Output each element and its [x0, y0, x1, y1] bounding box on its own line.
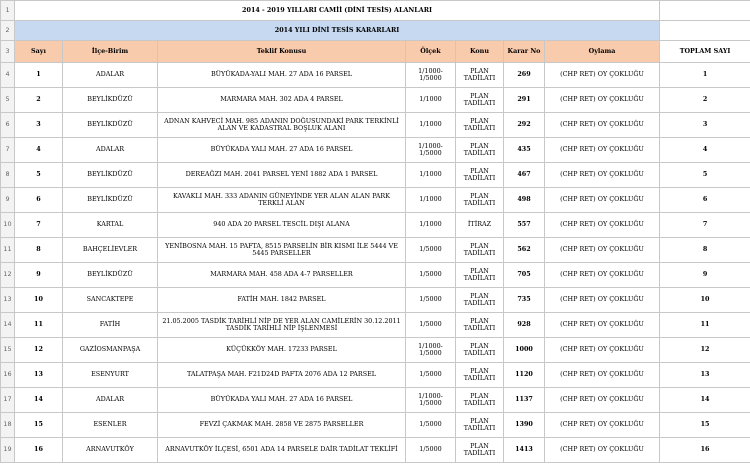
cell-oylama[interactable]: (CHP RET) OY ÇOKLUĞU — [545, 263, 660, 288]
row-number[interactable]: 18 — [1, 413, 15, 438]
cell[interactable] — [660, 1, 750, 21]
cell-ilce[interactable]: ADALAR — [63, 63, 158, 88]
cell-konu[interactable]: İTİRAZ — [456, 213, 504, 238]
cell-ilce[interactable]: KARTAL — [63, 213, 158, 238]
header-toplam[interactable]: TOPLAM SAYI — [660, 41, 750, 63]
cell-sayi[interactable]: 3 — [15, 113, 63, 138]
table-row — [1, 288, 750, 313]
cell-karar[interactable]: 1000 — [504, 338, 545, 363]
cell-toplam[interactable]: 4 — [660, 138, 750, 163]
cell-konu[interactable]: PLAN TADİLATI — [456, 263, 504, 288]
cell-konu[interactable]: PLAN TADİLATI — [456, 88, 504, 113]
cell-toplam[interactable]: 15 — [660, 413, 750, 438]
header-karar[interactable]: Karar No — [504, 41, 545, 63]
row-number[interactable]: 19 — [1, 438, 15, 463]
row-number[interactable]: 17 — [1, 388, 15, 413]
cell-olcek[interactable]: 1/5000 — [406, 288, 456, 313]
cell-oylama[interactable]: (CHP RET) OY ÇOKLUĞU — [545, 63, 660, 88]
cell-ilce[interactable]: BAHÇELİEVLER — [63, 238, 158, 263]
sheet-title[interactable]: 2014 - 2019 YILLARI CAMİİ (DİNİ TESİS) ALANLARI — [15, 1, 660, 21]
cell-oylama[interactable]: (CHP RET) OY ÇOKLUĞU — [545, 238, 660, 263]
table-row — [1, 363, 750, 388]
cell-sayi[interactable]: 11 — [15, 313, 63, 338]
cell-sayi[interactable]: 4 — [15, 138, 63, 163]
header-ilce[interactable]: İlçe-Birim — [63, 41, 158, 63]
cell-ilce[interactable]: SANCAKTEPE — [63, 288, 158, 313]
table-row — [1, 438, 750, 463]
header-oylama[interactable]: Oylama — [545, 41, 660, 63]
cell-ilce[interactable]: BEYLİKDÜZÜ — [63, 88, 158, 113]
cell-sayi[interactable]: 12 — [15, 338, 63, 363]
cell-ilce[interactable]: ADALAR — [63, 138, 158, 163]
row-number[interactable]: 11 — [1, 238, 15, 263]
cell-olcek[interactable]: 1/5000 — [406, 413, 456, 438]
cell-karar[interactable]: 498 — [504, 188, 545, 213]
cell-karar[interactable]: 435 — [504, 138, 545, 163]
cell-oylama[interactable]: (CHP RET) OY ÇOKLUĞU — [545, 388, 660, 413]
cell-toplam[interactable]: 12 — [660, 338, 750, 363]
cell-teklif[interactable]: ARNAVUTKÖY İLÇESİ, 6501 ADA 14 PARSELE DAİR TADİLAT TEKLİFİ — [158, 438, 406, 463]
cell-sayi[interactable]: 9 — [15, 263, 63, 288]
cell-oylama[interactable]: (CHP RET) OY ÇOKLUĞU — [545, 188, 660, 213]
row-number[interactable]: 1 — [1, 1, 15, 21]
cell-ilce[interactable]: ESENYURT — [63, 363, 158, 388]
cell-karar[interactable]: 1120 — [504, 363, 545, 388]
table-row — [1, 238, 750, 263]
cell-sayi[interactable]: 5 — [15, 163, 63, 188]
cell-konu[interactable]: PLAN TADİLATI — [456, 163, 504, 188]
cell-ilce[interactable]: ARNAVUTKÖY — [63, 438, 158, 463]
row-number[interactable]: 4 — [1, 63, 15, 88]
cell-olcek[interactable]: 1/1000-1/5000 — [406, 338, 456, 363]
row-number[interactable]: 2 — [1, 21, 15, 41]
title-row — [1, 1, 750, 21]
cell-konu[interactable]: PLAN TADİLATI — [456, 113, 504, 138]
cell-toplam[interactable]: 9 — [660, 263, 750, 288]
cell-sayi[interactable]: 1 — [15, 63, 63, 88]
cell-oylama[interactable]: (CHP RET) OY ÇOKLUĞU — [545, 163, 660, 188]
cell-sayi[interactable]: 2 — [15, 88, 63, 113]
cell-oylama[interactable]: (CHP RET) OY ÇOKLUĞU — [545, 338, 660, 363]
table-row — [1, 188, 750, 213]
cell-olcek[interactable]: 1/5000 — [406, 363, 456, 388]
table-row — [1, 313, 750, 338]
cell-olcek[interactable]: 1/1000-1/5000 — [406, 388, 456, 413]
table-row — [1, 263, 750, 288]
cell-oylama[interactable]: (CHP RET) OY ÇOKLUĞU — [545, 288, 660, 313]
cell-sayi[interactable]: 14 — [15, 388, 63, 413]
cell-teklif[interactable]: MARMARA MAH. 302 ADA 4 PARSEL — [158, 88, 406, 113]
cell-toplam[interactable]: 14 — [660, 388, 750, 413]
section-row — [1, 21, 750, 41]
cell-karar[interactable]: 467 — [504, 163, 545, 188]
cell-konu[interactable]: PLAN TADİLATI — [456, 363, 504, 388]
cell-sayi[interactable]: 10 — [15, 288, 63, 313]
cell-konu[interactable]: PLAN TADİLATI — [456, 338, 504, 363]
header-olcek[interactable]: Ölçek — [406, 41, 456, 63]
cell-ilce[interactable]: GAZİOSMANPAŞA — [63, 338, 158, 363]
cell-karar[interactable]: 705 — [504, 263, 545, 288]
cell-toplam[interactable]: 7 — [660, 213, 750, 238]
cell-oylama[interactable]: (CHP RET) OY ÇOKLUĞU — [545, 438, 660, 463]
cell-olcek[interactable]: 1/1000 — [406, 163, 456, 188]
cell-teklif[interactable]: YENİBOSNA MAH. 15 PAFTA, 8515 PARSELİN BİR KISMI İLE 5444 VE 5445 PARSELLER — [158, 238, 406, 263]
cell-teklif[interactable]: FATİH MAH. 1842 PARSEL — [158, 288, 406, 313]
cell-konu[interactable]: PLAN TADİLATI — [456, 138, 504, 163]
cell-karar[interactable]: 557 — [504, 213, 545, 238]
cell-karar[interactable]: 292 — [504, 113, 545, 138]
cell-sayi[interactable]: 8 — [15, 238, 63, 263]
cell-olcek[interactable]: 1/5000 — [406, 238, 456, 263]
cell-toplam[interactable]: 6 — [660, 188, 750, 213]
cell-teklif[interactable]: BÜYÜKADA YALI MAH. 27 ADA 16 PARSEL — [158, 388, 406, 413]
cell-oylama[interactable]: (CHP RET) OY ÇOKLUĞU — [545, 313, 660, 338]
table-row — [1, 138, 750, 163]
row-number[interactable]: 3 — [1, 41, 15, 63]
cell-konu[interactable]: PLAN TADİLATI — [456, 188, 504, 213]
cell-karar[interactable]: 928 — [504, 313, 545, 338]
cell-olcek[interactable]: 1/1000-1/5000 — [406, 63, 456, 88]
cell-ilce[interactable]: BEYLİKDÜZÜ — [63, 113, 158, 138]
cell-teklif[interactable]: KÜÇÜKKÖY MAH. 17233 PARSEL — [158, 338, 406, 363]
cell-sayi[interactable]: 6 — [15, 188, 63, 213]
cell-sayi[interactable]: 16 — [15, 438, 63, 463]
cell-teklif[interactable]: BÜYÜKADA-YALI MAH. 27 ADA 16 PARSEL — [158, 63, 406, 88]
table-row — [1, 213, 750, 238]
header-teklif[interactable]: Teklif Konusu — [158, 41, 406, 63]
cell-konu[interactable]: PLAN TADİLATI — [456, 413, 504, 438]
cell-olcek[interactable]: 1/1000 — [406, 188, 456, 213]
cell-toplam[interactable]: 2 — [660, 88, 750, 113]
cell-karar[interactable]: 1137 — [504, 388, 545, 413]
cell-oylama[interactable]: (CHP RET) OY ÇOKLUĞU — [545, 88, 660, 113]
cell-olcek[interactable]: 1/1000 — [406, 88, 456, 113]
cell-teklif[interactable]: 940 ADA 20 PARSEL TESCİL DIŞI ALANA — [158, 213, 406, 238]
cell-toplam[interactable]: 13 — [660, 363, 750, 388]
row-number[interactable]: 8 — [1, 163, 15, 188]
cell-ilce[interactable]: FATİH — [63, 313, 158, 338]
header-sayi[interactable]: Sayı — [15, 41, 63, 63]
cell-toplam[interactable]: 10 — [660, 288, 750, 313]
row-number[interactable]: 5 — [1, 88, 15, 113]
row-number[interactable]: 12 — [1, 263, 15, 288]
table-row — [1, 63, 750, 88]
header-row — [1, 41, 750, 63]
table-row — [1, 163, 750, 188]
cell-karar[interactable]: 269 — [504, 63, 545, 88]
cell-sayi[interactable]: 13 — [15, 363, 63, 388]
row-number[interactable]: 13 — [1, 288, 15, 313]
cell-olcek[interactable]: 1/1000-1/5000 — [406, 138, 456, 163]
cell-ilce[interactable]: BEYLİKDÜZÜ — [63, 263, 158, 288]
cell-oylama[interactable]: (CHP RET) OY ÇOKLUĞU — [545, 413, 660, 438]
section-title[interactable]: 2014 YILI DİNİ TESİS KARARLARI — [15, 21, 660, 41]
table-row — [1, 388, 750, 413]
cell-oylama[interactable]: (CHP RET) OY ÇOKLUĞU — [545, 363, 660, 388]
cell-teklif[interactable]: FEVZİ ÇAKMAK MAH. 2858 VE 2875 PARSELLER — [158, 413, 406, 438]
cell-teklif[interactable]: TALATPAŞA MAH. F21D24D PAFTA 2076 ADA 12 PARSEL — [158, 363, 406, 388]
row-number[interactable]: 14 — [1, 313, 15, 338]
row-number[interactable]: 16 — [1, 363, 15, 388]
row-number[interactable]: 7 — [1, 138, 15, 163]
cell-oylama[interactable]: (CHP RET) OY ÇOKLUĞU — [545, 138, 660, 163]
cell-olcek[interactable]: 1/5000 — [406, 438, 456, 463]
cell-toplam[interactable]: 16 — [660, 438, 750, 463]
row-number[interactable]: 15 — [1, 338, 15, 363]
cell-toplam[interactable]: 5 — [660, 163, 750, 188]
cell-karar[interactable]: 291 — [504, 88, 545, 113]
cell-karar[interactable]: 562 — [504, 238, 545, 263]
cell-toplam[interactable]: 1 — [660, 63, 750, 88]
table-row — [1, 88, 750, 113]
table-row — [1, 338, 750, 363]
cell-sayi[interactable]: 7 — [15, 213, 63, 238]
cell-teklif[interactable]: DEREAĞZI MAH. 2041 PARSEL YENİ 1882 ADA 1 PARSEL — [158, 163, 406, 188]
header-konu[interactable]: Konu — [456, 41, 504, 63]
row-number[interactable]: 10 — [1, 213, 15, 238]
cell-toplam[interactable]: 3 — [660, 113, 750, 138]
cell-konu[interactable]: PLAN TADİLATI — [456, 63, 504, 88]
cell-ilce[interactable]: ADALAR — [63, 388, 158, 413]
cell-ilce[interactable]: BEYLİKDÜZÜ — [63, 188, 158, 213]
cell-teklif[interactable]: BÜYÜKADA YALI MAH. 27 ADA 16 PARSEL — [158, 138, 406, 163]
cell-olcek[interactable]: 1/5000 — [406, 313, 456, 338]
cell-ilce[interactable]: BEYLİKDÜZÜ — [63, 163, 158, 188]
row-number[interactable]: 6 — [1, 113, 15, 138]
cell-oylama[interactable]: (CHP RET) OY ÇOKLUĞU — [545, 113, 660, 138]
table-row — [1, 413, 750, 438]
cell-konu[interactable]: PLAN TADİLATI — [456, 288, 504, 313]
cell-karar[interactable]: 1390 — [504, 413, 545, 438]
cell-teklif[interactable]: MARMARA MAH. 458 ADA 4-7 PARSELLER — [158, 263, 406, 288]
cell-olcek[interactable]: 1/1000 — [406, 213, 456, 238]
cell-konu[interactable]: PLAN TADİLATI — [456, 388, 504, 413]
cell-konu[interactable]: PLAN TADİLATI — [456, 438, 504, 463]
cell-konu[interactable]: PLAN TADİLATI — [456, 313, 504, 338]
cell-olcek[interactable]: 1/5000 — [406, 263, 456, 288]
cell-toplam[interactable]: 11 — [660, 313, 750, 338]
cell-teklif[interactable]: 21.05.2005 TASDİK TARİHLİ NİP DE YER ALAN CAMİLERİN 30.12.2011 TASDİK TARİHLİ NİP İŞLENMESİ — [158, 313, 406, 338]
cell-olcek[interactable]: 1/1000 — [406, 113, 456, 138]
row-number[interactable]: 9 — [1, 188, 15, 213]
cell-konu[interactable]: PLAN TADİLATI — [456, 238, 504, 263]
cell-toplam[interactable]: 8 — [660, 238, 750, 263]
cell-oylama[interactable]: (CHP RET) OY ÇOKLUĞU — [545, 213, 660, 238]
cell-sayi[interactable]: 15 — [15, 413, 63, 438]
cell[interactable] — [660, 21, 750, 41]
cell-ilce[interactable]: ESENLER — [63, 413, 158, 438]
table-row — [1, 113, 750, 138]
cell-karar[interactable]: 1413 — [504, 438, 545, 463]
cell-teklif[interactable]: KAVAKLI MAH. 333 ADANIN GÜNEYİNDE YER ALAN ALAN PARK TERKLİ ALAN — [158, 188, 406, 213]
cell-karar[interactable]: 735 — [504, 288, 545, 313]
cell-teklif[interactable]: ADNAN KAHVECİ MAH. 985 ADANIN DOĞUSUNDAKİ PARK TERKİNLİ ALAN VE KADASTRAL BOŞLUK ALANI — [158, 113, 406, 138]
